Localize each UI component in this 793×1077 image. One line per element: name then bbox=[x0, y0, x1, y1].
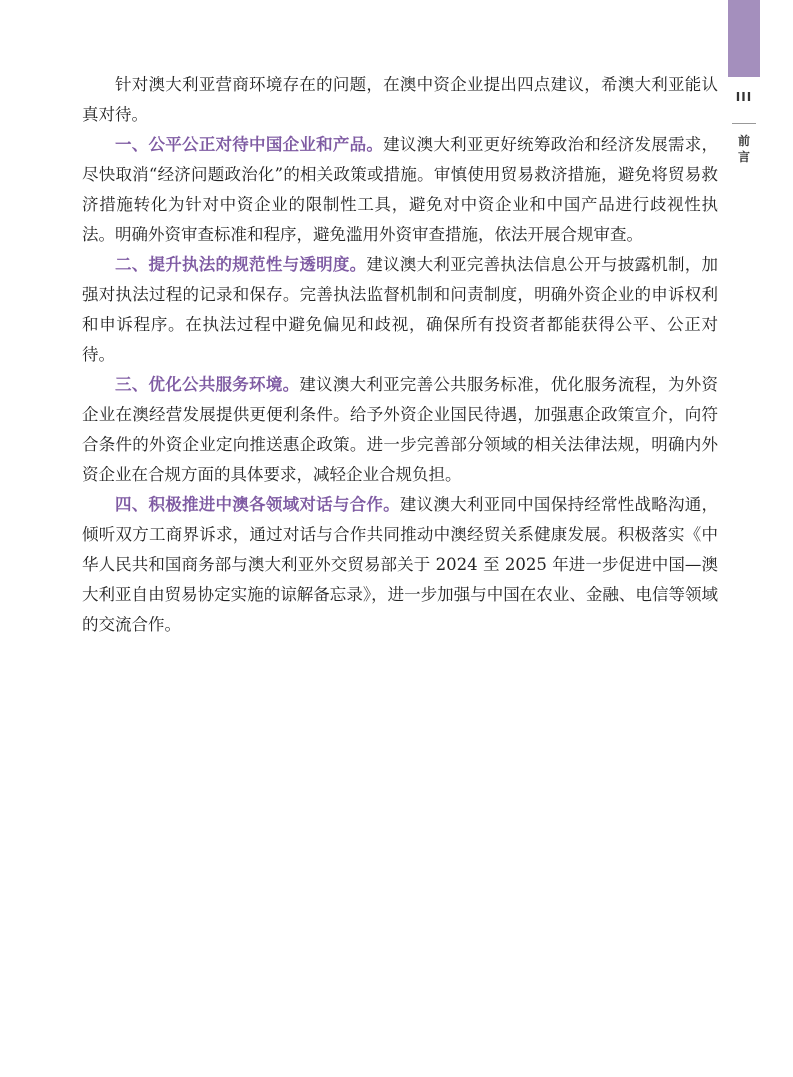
recommendation-1-text: 建议澳大利亚更好统筹政治和经济发展需求，尽快取消“经济问题政治化”的相关政策或措施。审慎使用贸易救济措施，避免将贸易救济措施转化为针对中资企业的限制性工具，避免对中资企业和中国产品进行歧视性执法。明确外资审查标准和程序，避免滥用外资审查措施，依法开展合规审查。 bbox=[82, 135, 719, 244]
section-label-char-1: 前 bbox=[737, 134, 750, 148]
sidebar-divider bbox=[732, 123, 756, 124]
recommendation-2-text: 建议澳大利亚完善执法信息公开与披露机制，加强对执法过程的记录和保存。完善执法监督机制和问责制度，明确外资企业的申诉权利和申诉程序。在执法过程中避免偏见和歧视，确保所有投资者都能获得公平、公正对待。 bbox=[82, 255, 719, 364]
section-tab bbox=[728, 0, 760, 77]
section-label bbox=[728, 133, 760, 165]
recommendation-4-text: 建议澳大利亚同中国保持经常性战略沟通，倾听双方工商界诉求，通过对话与合作共同推动中澳经贸关系健康发展。积极落实《中华人民共和国商务部与澳大利亚外交贸易部关于 2024 至 2025 年进一步促进中国—澳大利亚自由贸易协定实施的谅解备忘录》，进一步加强与中国在农业、金融、电信等领域的交流合作。 bbox=[82, 495, 719, 634]
recommendation-2-heading: 二、提升执法的规范性与透明度。 bbox=[115, 255, 367, 274]
intro-paragraph: 针对澳大利亚营商环境存在的问题，在澳中资企业提出四点建议，希澳大利亚能认真对待。 bbox=[82, 75, 718, 124]
recommendation-3-heading: 三、优化公共服务环境。 bbox=[115, 375, 300, 394]
recommendation-4 bbox=[82, 490, 718, 640]
main-text bbox=[82, 70, 718, 640]
section-label-char-2: 言 bbox=[737, 150, 750, 164]
recommendation-1 bbox=[82, 130, 718, 250]
recommendation-3 bbox=[82, 370, 718, 490]
recommendation-4-heading: 四、积极推进中澳各领域对话与合作。 bbox=[115, 495, 400, 514]
recommendation-1-heading: 一、公平公正对待中国企业和产品。 bbox=[115, 135, 384, 154]
recommendation-2 bbox=[82, 250, 718, 370]
recommendation-3-text: 建议澳大利亚完善公共服务标准，优化服务流程，为外资企业在澳经营发展提供更便利条件。给予外资企业国民待遇，加强惠企政策宣介，向符合条件的外资企业定向推送惠企政策。进一步完善部分领域的相关法律法规，明确内外资企业在合规方面的具体要求，减轻企业合规负担。 bbox=[82, 375, 719, 484]
page-number: III bbox=[735, 90, 753, 104]
